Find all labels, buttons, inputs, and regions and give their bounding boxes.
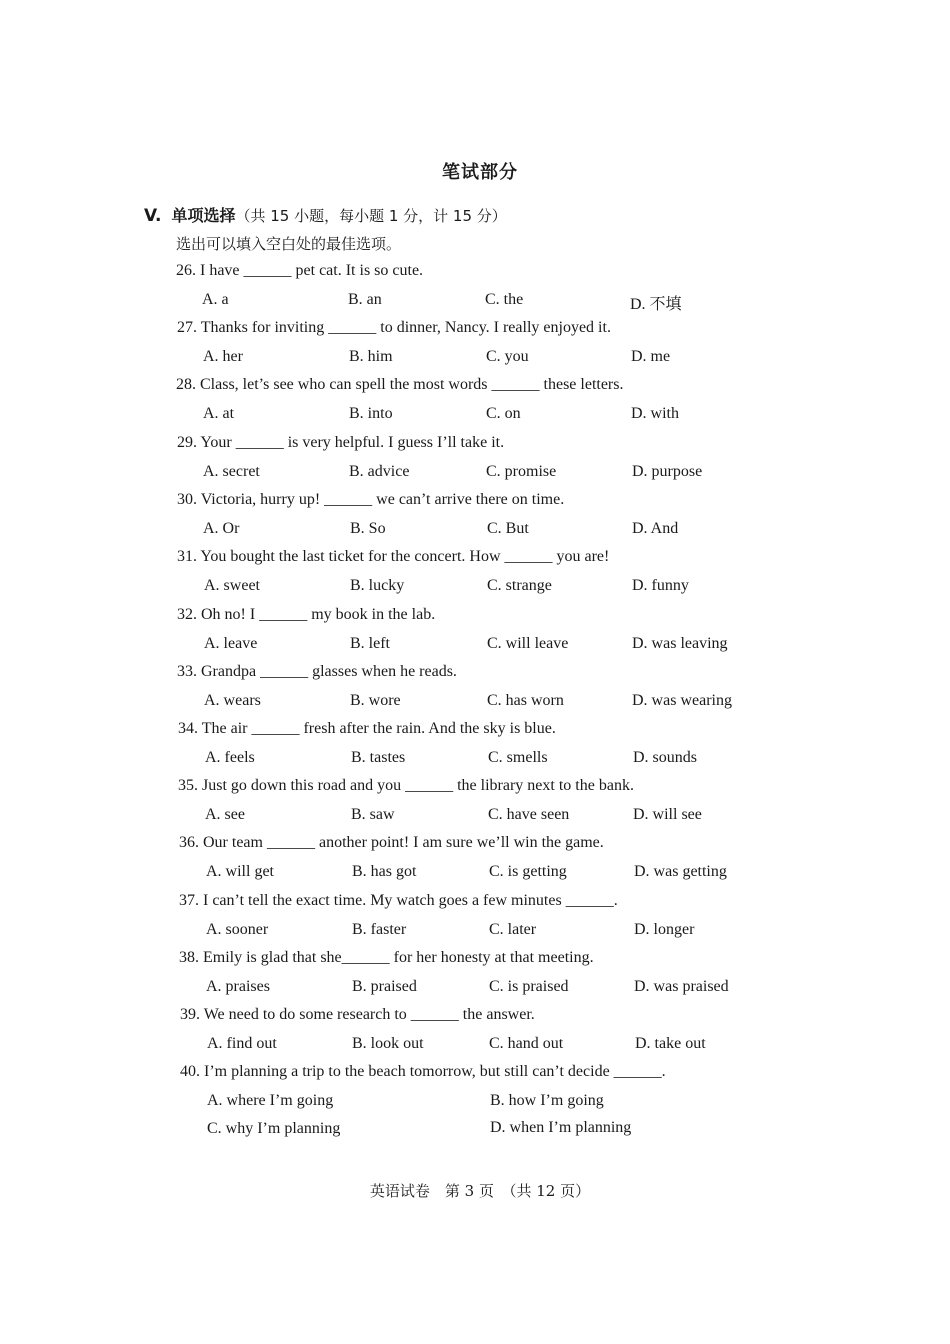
option-a: A. sweet <box>204 577 260 594</box>
option-d: D. was getting <box>634 863 727 880</box>
option-a: A. see <box>205 806 245 823</box>
section-detail: （共 15 小题，每小题 1 分，计 15 分） <box>235 207 507 225</box>
option-d: D. And <box>632 520 679 537</box>
section-instruction: 选出可以填入空白处的最佳选项。 <box>176 235 402 253</box>
question-stem: 26. I have ______ pet cat. It is so cute. <box>176 262 424 279</box>
option-d: D. was praised <box>634 978 729 995</box>
option-b: B. left <box>350 635 390 652</box>
option-a: A. her <box>203 348 243 365</box>
question-stem: 40. I’m planning a trip to the beach tomorrow, but still can’t decide ______. <box>180 1063 666 1080</box>
option-a: A. praises <box>206 978 270 995</box>
option-b: B. faster <box>352 921 407 938</box>
option-b: B. look out <box>352 1035 424 1052</box>
option-a: A. where I’m going <box>207 1092 334 1109</box>
option-b: B. advice <box>349 463 410 480</box>
option-b: B. wore <box>350 692 401 709</box>
question-stem: 33. Grandpa ______ glasses when he reads. <box>177 663 457 680</box>
option-b: B. into <box>349 405 393 422</box>
option-d: D. funny <box>632 577 689 594</box>
option-c: C. later <box>489 921 537 938</box>
option-c: C. the <box>485 291 524 308</box>
question-stem: 39. We need to do some research to ______ the answer. <box>180 1006 535 1023</box>
option-a: A. will get <box>206 863 274 880</box>
option-d: D. purpose <box>632 463 703 480</box>
option-b: B. saw <box>351 806 395 823</box>
question-stem: 34. The air ______ fresh after the rain. And the sky is blue. <box>178 720 556 737</box>
option-b: B. lucky <box>350 577 405 594</box>
question-stem: 27. Thanks for inviting ______ to dinner, Nancy. I really enjoyed it. <box>177 319 611 336</box>
option-d: D. take out <box>635 1035 706 1052</box>
option-a: A. sooner <box>206 921 269 938</box>
option-d: D. with <box>631 405 679 422</box>
option-a: A. Or <box>203 520 240 537</box>
question-stem: 38. Emily is glad that she______ for her honesty at that meeting. <box>179 949 594 966</box>
option-c: C. why I’m planning <box>207 1120 341 1137</box>
page-title: 笔试部分 <box>442 162 518 183</box>
question-stem: 29. Your ______ is very helpful. I guess I’ll take it. <box>177 434 505 451</box>
option-b: B. So <box>350 520 386 537</box>
option-c: C. on <box>486 405 521 422</box>
option-a: A. feels <box>205 749 255 766</box>
option-b: B. tastes <box>351 749 406 766</box>
option-b: B. him <box>349 348 393 365</box>
question-stem: 35. Just go down this road and you ______ the library next to the bank. <box>178 777 634 794</box>
option-a: A. wears <box>204 692 261 709</box>
option-c: C. is praised <box>489 978 569 995</box>
option-c: C. have seen <box>488 806 570 823</box>
option-d: D. me <box>631 348 671 365</box>
option-a: A. find out <box>207 1035 277 1052</box>
option-d: D. was wearing <box>632 692 732 709</box>
option-c: C. strange <box>487 577 552 594</box>
section-number: V. <box>144 206 162 226</box>
option-d: D. when I’m planning <box>490 1119 632 1136</box>
option-c: C. will leave <box>487 635 569 652</box>
question-stem: 31. You bought the last ticket for the concert. How ______ you are! <box>177 548 610 565</box>
option-a: A. secret <box>203 463 260 480</box>
option-d: D. will see <box>633 806 702 823</box>
option-a: A. leave <box>204 635 258 652</box>
option-d: D. was leaving <box>632 635 728 652</box>
option-c: C. But <box>487 520 529 537</box>
option-c: C. is getting <box>489 863 567 880</box>
option-b: B. an <box>348 291 382 308</box>
question-stem: 30. Victoria, hurry up! ______ we can’t arrive there on time. <box>177 491 565 508</box>
option-d: D. longer <box>634 921 695 938</box>
option-c: C. you <box>486 348 529 365</box>
question-stem: 37. I can’t tell the exact time. My watch goes a few minutes ______. <box>179 892 618 909</box>
page-footer: 英语试卷 第 3 页 （共 12 页） <box>369 1182 591 1200</box>
option-b: B. how I’m going <box>490 1092 604 1109</box>
section-title: 单项选择 <box>171 206 236 225</box>
option-c: C. has worn <box>487 692 564 709</box>
option-d: D. 不填 <box>630 296 682 313</box>
question-stem: 32. Oh no! I ______ my book in the lab. <box>177 606 436 623</box>
option-b: B. praised <box>352 978 417 995</box>
option-d: D. sounds <box>633 749 698 766</box>
option-a: A. at <box>203 405 235 422</box>
option-c: C. hand out <box>489 1035 564 1052</box>
option-c: C. promise <box>486 463 557 480</box>
option-b: B. has got <box>352 863 417 880</box>
question-stem: 28. Class, let’s see who can spell the most words ______ these letters. <box>176 376 624 393</box>
question-stem: 36. Our team ______ another point! I am sure we’ll win the game. <box>179 834 604 851</box>
option-c: C. smells <box>488 749 548 766</box>
option-a: A. a <box>202 291 229 308</box>
